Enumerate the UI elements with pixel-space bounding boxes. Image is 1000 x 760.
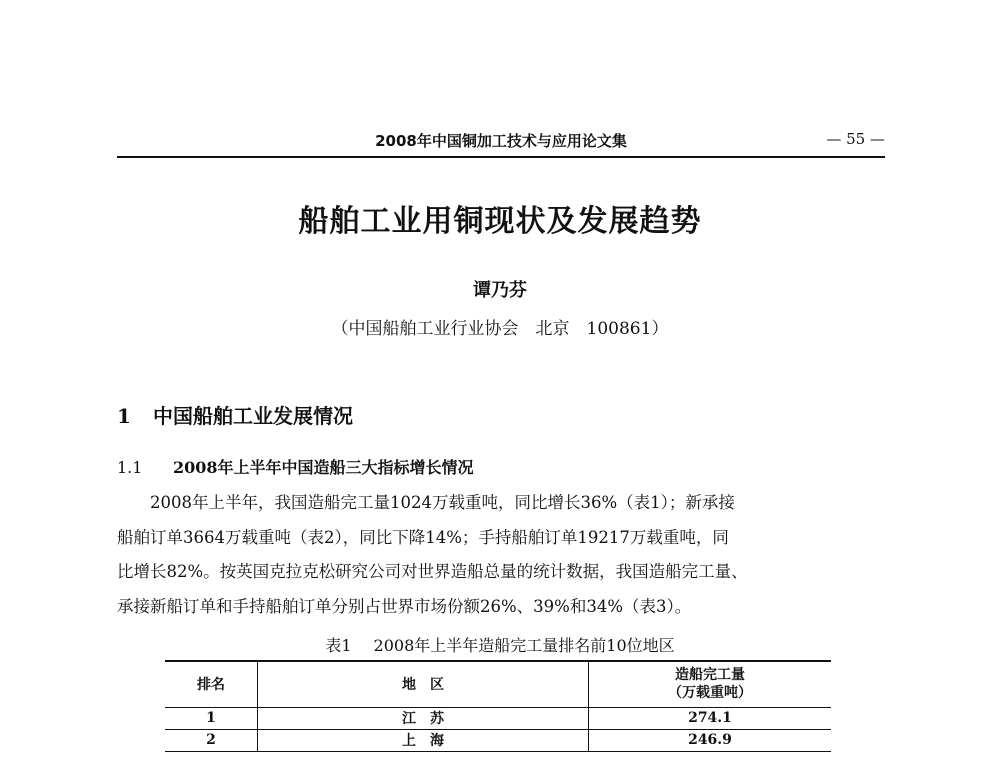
table-row xyxy=(165,707,831,729)
section-heading xyxy=(117,400,353,429)
body-paragraph xyxy=(117,486,887,624)
cell-rank: 1 xyxy=(165,707,258,729)
paragraph-line: 比增长82%。按英国克拉克松研究公司对世界造船总量的统计数据，我国造船完工量、 xyxy=(117,562,748,581)
section-number: 1 xyxy=(117,404,131,428)
subsection-title: 2008年上半年中国造船三大指标增长情况 xyxy=(173,458,474,477)
paragraph-line: 船舶订单3664万载重吨（表2），同比下降14%；手持船舶订单19217万载重吨，同 xyxy=(117,527,729,547)
data-table xyxy=(165,660,831,752)
author-name: 谭乃芬 xyxy=(473,280,527,301)
header-output-line2: （万载重吨） xyxy=(668,685,752,702)
header-output-line1: 造船完工量 xyxy=(675,667,745,684)
cell-output: 274.1 xyxy=(589,707,832,729)
table-caption-label: 表1 xyxy=(325,636,352,655)
header-rank: 排名 xyxy=(165,661,258,707)
section-title: 中国船舶工业发展情况 xyxy=(153,404,353,428)
page-number: — 55 — xyxy=(826,130,885,148)
header-output xyxy=(589,661,832,707)
paragraph-line: 2008年上半年，我国造船完工量1024万载重吨，同比增长36%（表1）；新承接 xyxy=(117,493,735,512)
cell-output: 246.9 xyxy=(589,729,832,751)
author-affiliation: （中国船舶工业行业协会 北京 100861） xyxy=(331,319,669,339)
cell-region: 江 苏 xyxy=(258,707,589,729)
table-caption-text: 2008年上半年造船完工量排名前10位地区 xyxy=(373,636,675,655)
subsection-number: 1.1 xyxy=(117,458,143,477)
header-region: 地 区 xyxy=(258,661,589,707)
cell-region: 上 海 xyxy=(258,729,589,751)
cell-rank: 2 xyxy=(165,729,258,751)
table-caption xyxy=(0,633,1000,656)
subsection-heading xyxy=(117,455,474,478)
table-row xyxy=(165,729,831,751)
paper-title: 船舶工业用铜现状及发展趋势 xyxy=(298,204,702,239)
header-rule xyxy=(117,156,885,158)
running-header-title: 2008年中国铜加工技术与应用论文集 xyxy=(375,132,627,150)
paragraph-line: 承接新船订单和手持船舶订单分别占世界市场份额26%、39%和34%（表3）。 xyxy=(117,596,692,616)
table-header-row xyxy=(165,661,831,707)
running-header xyxy=(117,128,885,154)
